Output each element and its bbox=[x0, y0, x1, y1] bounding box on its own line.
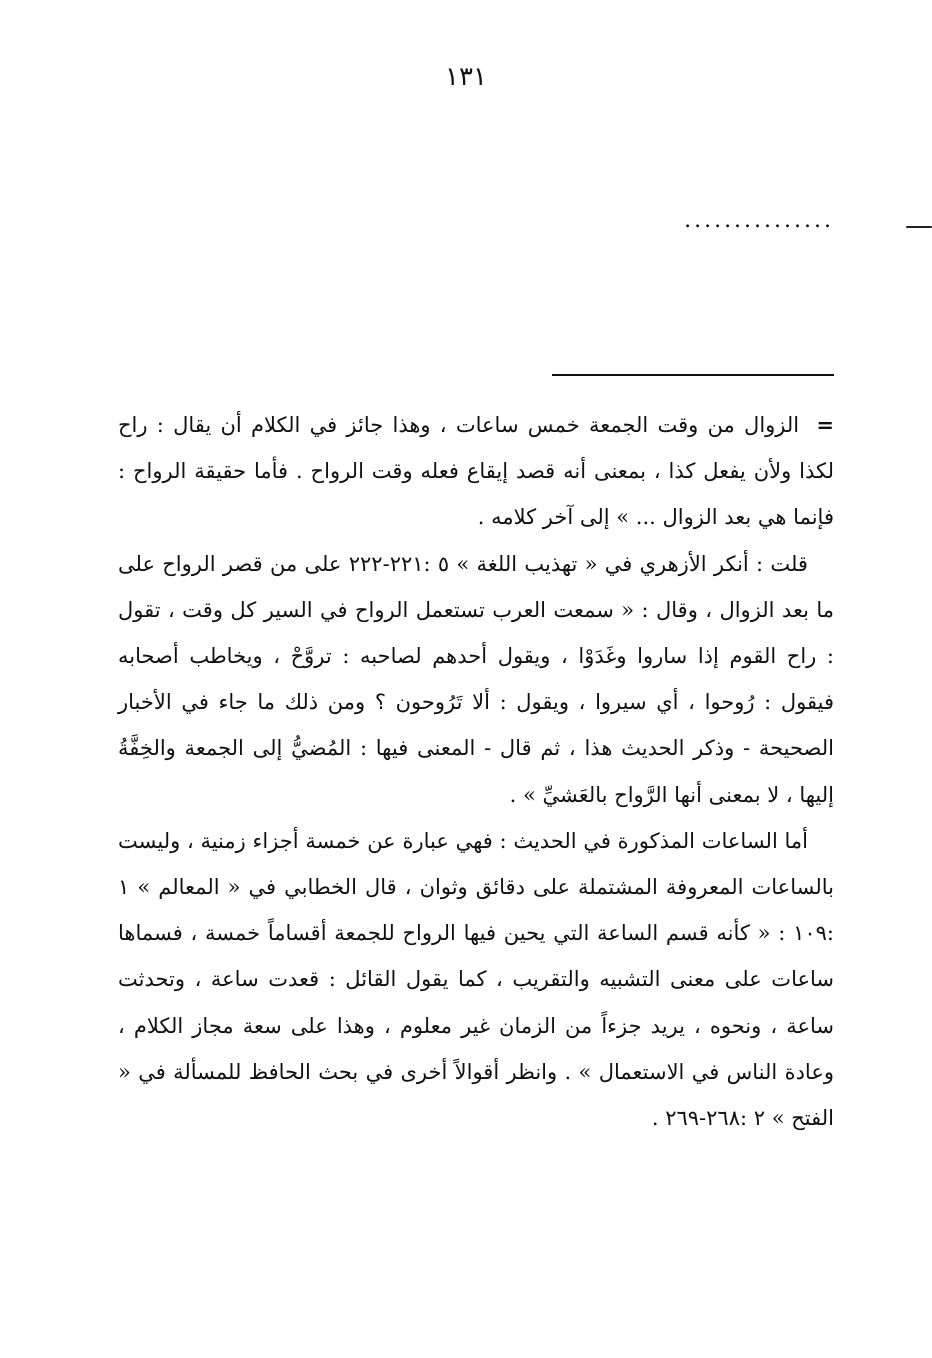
page-number: ١٣١ bbox=[445, 62, 487, 92]
footnote-paragraph-3: أما الساعات المذكورة في الحديث : فهي عبارة عن خمسة أجزاء زمنية ، وليست بالساعات المعروفة المشتملة على دقائق وثوان ، قال الخطابي في « المعالم » ١ :١٠٩ : « كأنه قسم الساعة التي يحين فيها الرواح للجمعة أقساماً خمسة ، فسماها ساعات على معنى التشبيه والتقريب ، كما يقول القائل : قعدت ساعة ، وتحدثت ساعة ، ونحوه ، يريد جزءاً من الزمان غير معلوم ، وهذا على سعة مجاز الكلام ، وعادة الناس في الاستعمال » . وانظر أقوالاً أخرى في بحث الحافظ للمسألة في « الفتح » ٢ :٢٦٨-٢٦٩ . bbox=[118, 828, 834, 1131]
footnote-paragraph-1-text: الزوال من وقت الجمعة خمس ساعات ، وهذا جائز في الكلام أن يقال : راح لكذا ولأن يفعل كذا ، بمعنى أنه قصد إيقاع فعله وقت الرواح . فأما حقيقة الرواح : فإنما هي بعد الزوال ... » إلى آخر كلامه . bbox=[118, 413, 834, 530]
footnote-body bbox=[118, 402, 834, 1141]
edge-mark bbox=[906, 226, 932, 228]
footnote-paragraph-2: قلت : أنكر الأزهري في « تهذيب اللغة » ٥ :٢٢١-٢٢٢ على من قصر الرواح على ما بعد الزوال ، وقال : « سمعت العرب تستعمل الرواح في السير كل وقت ، تقول : راح القوم إذا ساروا وغَدَوْا ، ويقول أحدهم لصاحبه : تروَّحْ ، ويخاطب أصحابه فيقول : رُوحوا ، أي سيروا ، ويقول : ألا تَرُوحون ؟ ومن ذلك ما جاء في الأخبار الصحيحة - وذكر الحديث هذا ، ثم قال - المعنى فيها : المُضيُّ إلى الجمعة والخِفَّةُ إليها ، لا بمعنى أنها الرَّواح بالعَشيِّ » . bbox=[118, 551, 834, 807]
footnote-paragraph-1 bbox=[118, 402, 834, 541]
footnote-rule bbox=[552, 374, 834, 376]
continuation-mark: = bbox=[816, 412, 834, 437]
separator-dots: ............... bbox=[684, 208, 834, 233]
